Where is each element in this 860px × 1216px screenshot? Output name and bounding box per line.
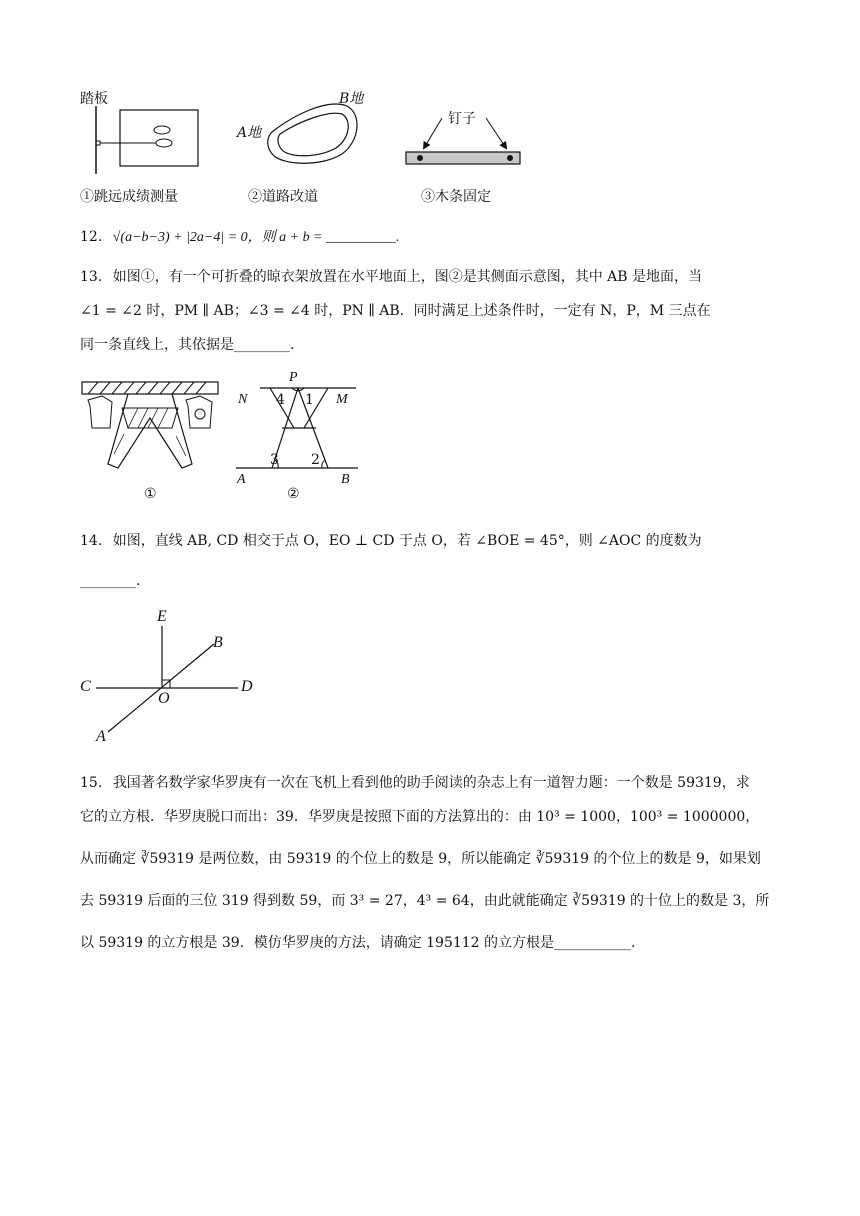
question-15-line-3: 从而确定 ∛59319 是两位数，由 59319 的个位上的数是 9，所以能确定 ∛59319 的个位上的数是 9，如果划 bbox=[80, 851, 761, 867]
label-e: E bbox=[157, 608, 167, 625]
question-12 bbox=[80, 226, 800, 249]
a-place-label: A地 bbox=[237, 125, 262, 141]
label-c: C bbox=[80, 678, 91, 695]
question-14-line-2: ________. bbox=[80, 573, 141, 589]
label-b: B bbox=[341, 472, 350, 487]
label-n: N bbox=[238, 392, 248, 407]
label-b-line: B bbox=[213, 634, 223, 651]
question-15-line-4: 去 59319 后面的三位 319 得到数 59，而 3³ = 27，4³ = 64，由此就能确定 ∛59319 的十位上的数是 3，所 bbox=[80, 893, 770, 909]
label-a: A bbox=[237, 472, 246, 487]
question-text: 我国著名数学家华罗庚有一次在飞机上看到他的助手阅读的杂志上有一道智力题：一个数是 59319，求 bbox=[112, 775, 750, 791]
label-angle-4: 4 bbox=[276, 392, 285, 408]
label-angle-2: 2 bbox=[311, 452, 320, 468]
caption-road: ②道路改道 bbox=[248, 189, 318, 205]
question-text: √(a−b−3) + |2a−4| = 0，则 a + b = __________. bbox=[112, 230, 400, 245]
b-place-label: B地 bbox=[339, 91, 364, 107]
label-angle-3: 3 bbox=[270, 452, 279, 468]
question-text: 如图，直线 AB, CD 相交于点 O，EO ⊥ CD 于点 O，若 ∠BOE = 45°，则 ∠AOC 的度数为 bbox=[112, 533, 702, 549]
label-d: D bbox=[241, 678, 253, 695]
question-13-line-1 bbox=[80, 266, 800, 288]
question-text: 如图①，有一个可折叠的晾衣架放置在水平地面上，图②是其侧面示意图，其中 AB 是地面，当 bbox=[112, 269, 703, 285]
label-m: M bbox=[336, 392, 348, 407]
question-number: 15. bbox=[80, 775, 103, 791]
question-number: 13. bbox=[80, 269, 103, 285]
caption-rack-photo: ① bbox=[144, 486, 157, 502]
question-14-line-1 bbox=[80, 530, 800, 552]
question-13-line-2: ∠1 = ∠2 时，PM ∥ AB；∠3 = ∠4 时，PN ∥ AB．同时满足上述条件时，一定有 N，P，M 三点在 bbox=[80, 303, 711, 319]
board-label: 踏板 bbox=[80, 91, 108, 107]
question-number: 14. bbox=[80, 533, 103, 549]
caption-wood: ③木条固定 bbox=[421, 189, 491, 205]
figure-intersecting-lines bbox=[78, 600, 278, 750]
question-number: 12. bbox=[80, 229, 103, 245]
question-13-line-3: 同一条直线上，其依据是________. bbox=[80, 337, 295, 353]
nail-label: 钉子 bbox=[448, 111, 476, 127]
caption-rack-diagram: ② bbox=[287, 486, 300, 502]
caption-long-jump: ①跳远成绩测量 bbox=[80, 189, 178, 205]
label-o: O bbox=[158, 690, 170, 707]
label-angle-1: 1 bbox=[305, 392, 314, 408]
question-15-line-1 bbox=[80, 772, 800, 794]
label-a-line: A bbox=[96, 728, 106, 745]
label-p: P bbox=[289, 370, 298, 385]
question-15-line-2: 它的立方根．华罗庚脱口而出：39．华罗庚是按照下面的方法算出的：由 10³ = 1000，100³ = 1000000， bbox=[80, 809, 760, 825]
question-15-line-5: 以 59319 的立方根是 39．模仿华罗庚的方法，请确定 195112 的立方根是___________. bbox=[80, 935, 636, 951]
figure-drying-rack-photo bbox=[78, 378, 222, 474]
